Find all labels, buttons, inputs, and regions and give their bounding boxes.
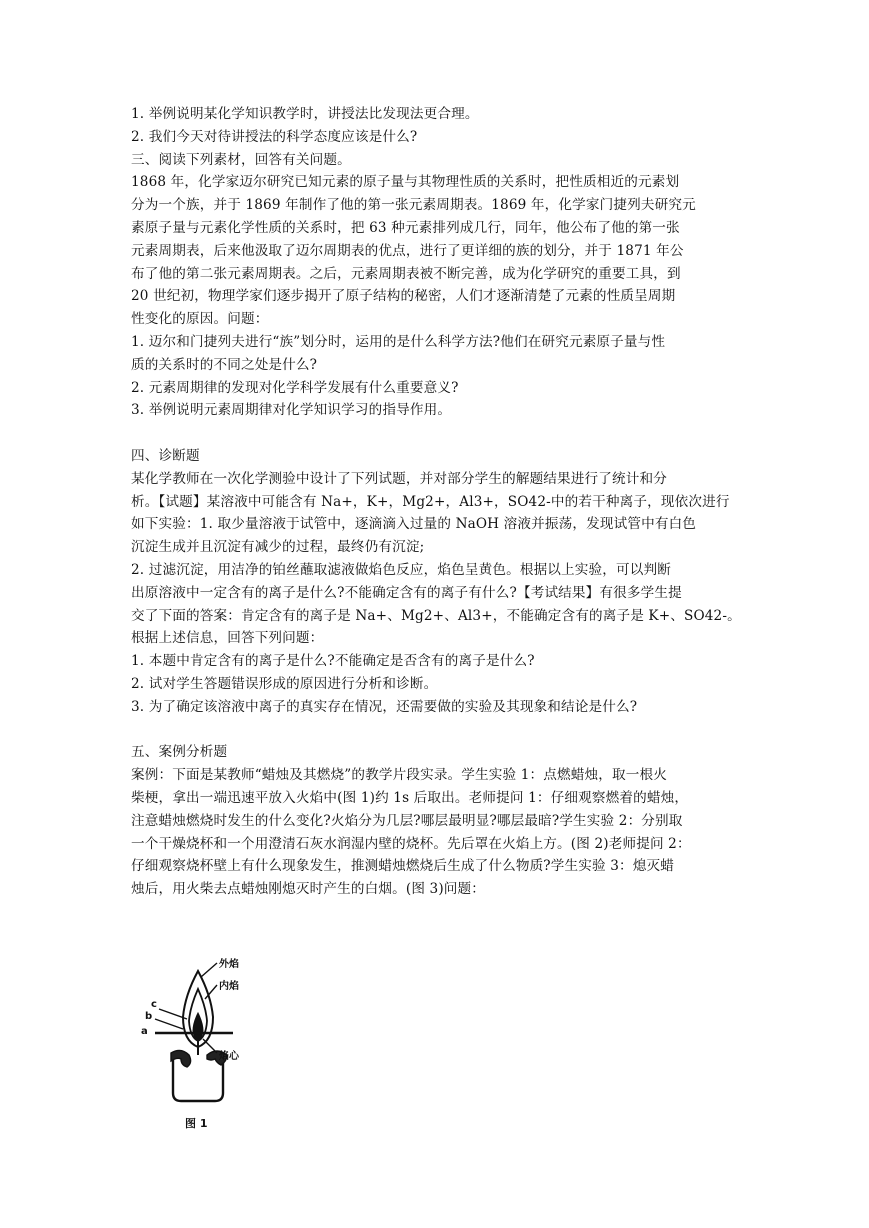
- text-line: 1. 举例说明某化学知识教学时，讲授法比发现法更合理。: [131, 106, 479, 122]
- candle-flame-figure: [141, 915, 251, 1135]
- text-line: 某化学教师在一次化学测验中设计了下列试题，并对部分学生的解题结果进行了统计和分: [131, 470, 668, 487]
- text-line: 注意蜡烛燃烧时发生的什么变化?火焰分为几层?哪层最明显?哪层最暗?学生实验 2：分别取: [131, 812, 683, 829]
- candle-flame-drawing: [141, 915, 251, 1135]
- text-line: 柴梗，拿出一端迅速平放入火焰中(图 1)约 1s 后取出。老师提问 1：仔细观察燃着的蜡烛，: [131, 789, 689, 806]
- text-line: 1868 年，化学家迈尔研究已知元素的原子量与其物理性质的关系时，把性质相近的元素划: [131, 174, 680, 191]
- pointer-core: [203, 1039, 217, 1053]
- text-line: 四、诊断题: [131, 447, 200, 464]
- text-line: 五、案例分析题: [131, 744, 228, 761]
- flame-core: [193, 1013, 203, 1041]
- label-a: a: [141, 1025, 148, 1037]
- text-line: 性变化的原因。问题：: [131, 311, 269, 328]
- text-line: 沉淀生成并且沉淀有减少的过程，最终仍有沉淀;: [131, 539, 425, 556]
- text-line: 交了下面的答案：肯定含有的离子是 Na+、Mg2+、Al3+，不能确定含有的离子是 K+、SO42-。: [131, 607, 741, 624]
- candle-body: [173, 1057, 223, 1101]
- label-b: b: [145, 1010, 153, 1022]
- blank-line: [131, 422, 741, 445]
- text-line: 3. 为了确定该溶液中离子的真实存在情况，还需要做的实验及其现象和结论是什么?: [131, 698, 638, 715]
- text-line: 分为一个族，并于 1869 年制作了他的第一张元素周期表。1869 年，化学家门捷列夫研究元: [131, 197, 696, 214]
- text-line: 2. 试对学生答题错误形成的原因进行分析和诊断。: [131, 675, 438, 692]
- text-line: 布了他的第二张元素周期表。之后，元素周期表被不断完善，成为化学研究的重要工具，到: [131, 265, 681, 282]
- text-line: 根据上述信息，回答下列问题：: [131, 630, 324, 647]
- blank-line: [131, 719, 741, 742]
- text-line: 仔细观察烧杯壁上有什么现象发生，推测蜡烛燃烧后生成了什么物质?学生实验 3：熄灭蜡: [131, 858, 674, 875]
- text-line: 元素周期表，后来他汲取了迈尔周期表的优点，进行了更详细的族的划分，并于 1871 年公: [131, 242, 684, 259]
- text-line: 一个干燥烧杯和一个用澄清石灰水润湿内壁的烧杯。先后罩在火焰上方。(图 2)老师提问 2：: [131, 835, 691, 852]
- label-flame-core: 焰心: [219, 1050, 239, 1062]
- text-line: 案例：下面是某教师“蜡烛及其燃烧”的教学片段实录。学生实验 1：点燃蜡烛，取一根火: [131, 767, 667, 784]
- label-outer-flame: 外焰: [219, 958, 239, 970]
- text-line: 素原子量与元素化学性质的关系时，把 63 种元素排列成几行，同年，他公布了他的第一张: [131, 219, 680, 236]
- label-c: c: [151, 998, 157, 1010]
- pointer-b: [155, 1019, 183, 1029]
- text-line: 1. 本题中肯定含有的离子是什么?不能确定是否含有的离子是什么?: [131, 653, 535, 670]
- text-line: 三、阅读下列素材，回答有关问题。: [131, 151, 351, 168]
- text-line: 质的关系时的不同之处是什么?: [131, 356, 318, 373]
- figure-caption: 图 1: [185, 1116, 208, 1130]
- document-page: [131, 103, 741, 1135]
- text-line: 烛后，用火柴去点蜡烛刚熄灭时产生的白烟。(图 3)问题：: [131, 881, 486, 898]
- label-inner-flame: 内焰: [219, 980, 239, 992]
- text-line: 2. 元素周期律的发现对化学科学发展有什么重要意义?: [131, 379, 459, 396]
- text-line: 出原溶液中一定含有的离子是什么?不能确定含有的离子有什么?【考试结果】有很多学生提: [131, 584, 682, 601]
- text-line: 20 世纪初，物理学家们逐步揭开了原子结构的秘密，人们才逐渐清楚了元素的性质呈周期: [131, 288, 676, 305]
- text-line: 3. 举例说明元素周期律对化学知识学习的指导作用。: [131, 402, 452, 419]
- text-line: 1. 迈尔和门捷列夫进行“族”划分时，运用的是什么科学方法?他们在研究元素原子量与性: [131, 333, 666, 350]
- text-line: 析。【试题】某溶液中可能含有 Na+，K+，Mg2+，Al3+，SO42-中的若干种离子，现依次进行: [131, 493, 730, 510]
- text-line: 2. 过滤沉淀，用洁净的铂丝蘸取滤液做焰色反应，焰色呈黄色。根据以上实验，可以判断: [131, 561, 672, 578]
- document-text: [131, 103, 741, 901]
- pointer-outer: [201, 963, 217, 977]
- text-line: 2. 我们今天对待讲授法的科学态度应该是什么?: [131, 128, 418, 145]
- text-line: 如下实验：1. 取少量溶液于试管中，逐滴滴入过量的 NaOH 溶液并振荡，发现试管中有白色: [131, 516, 697, 533]
